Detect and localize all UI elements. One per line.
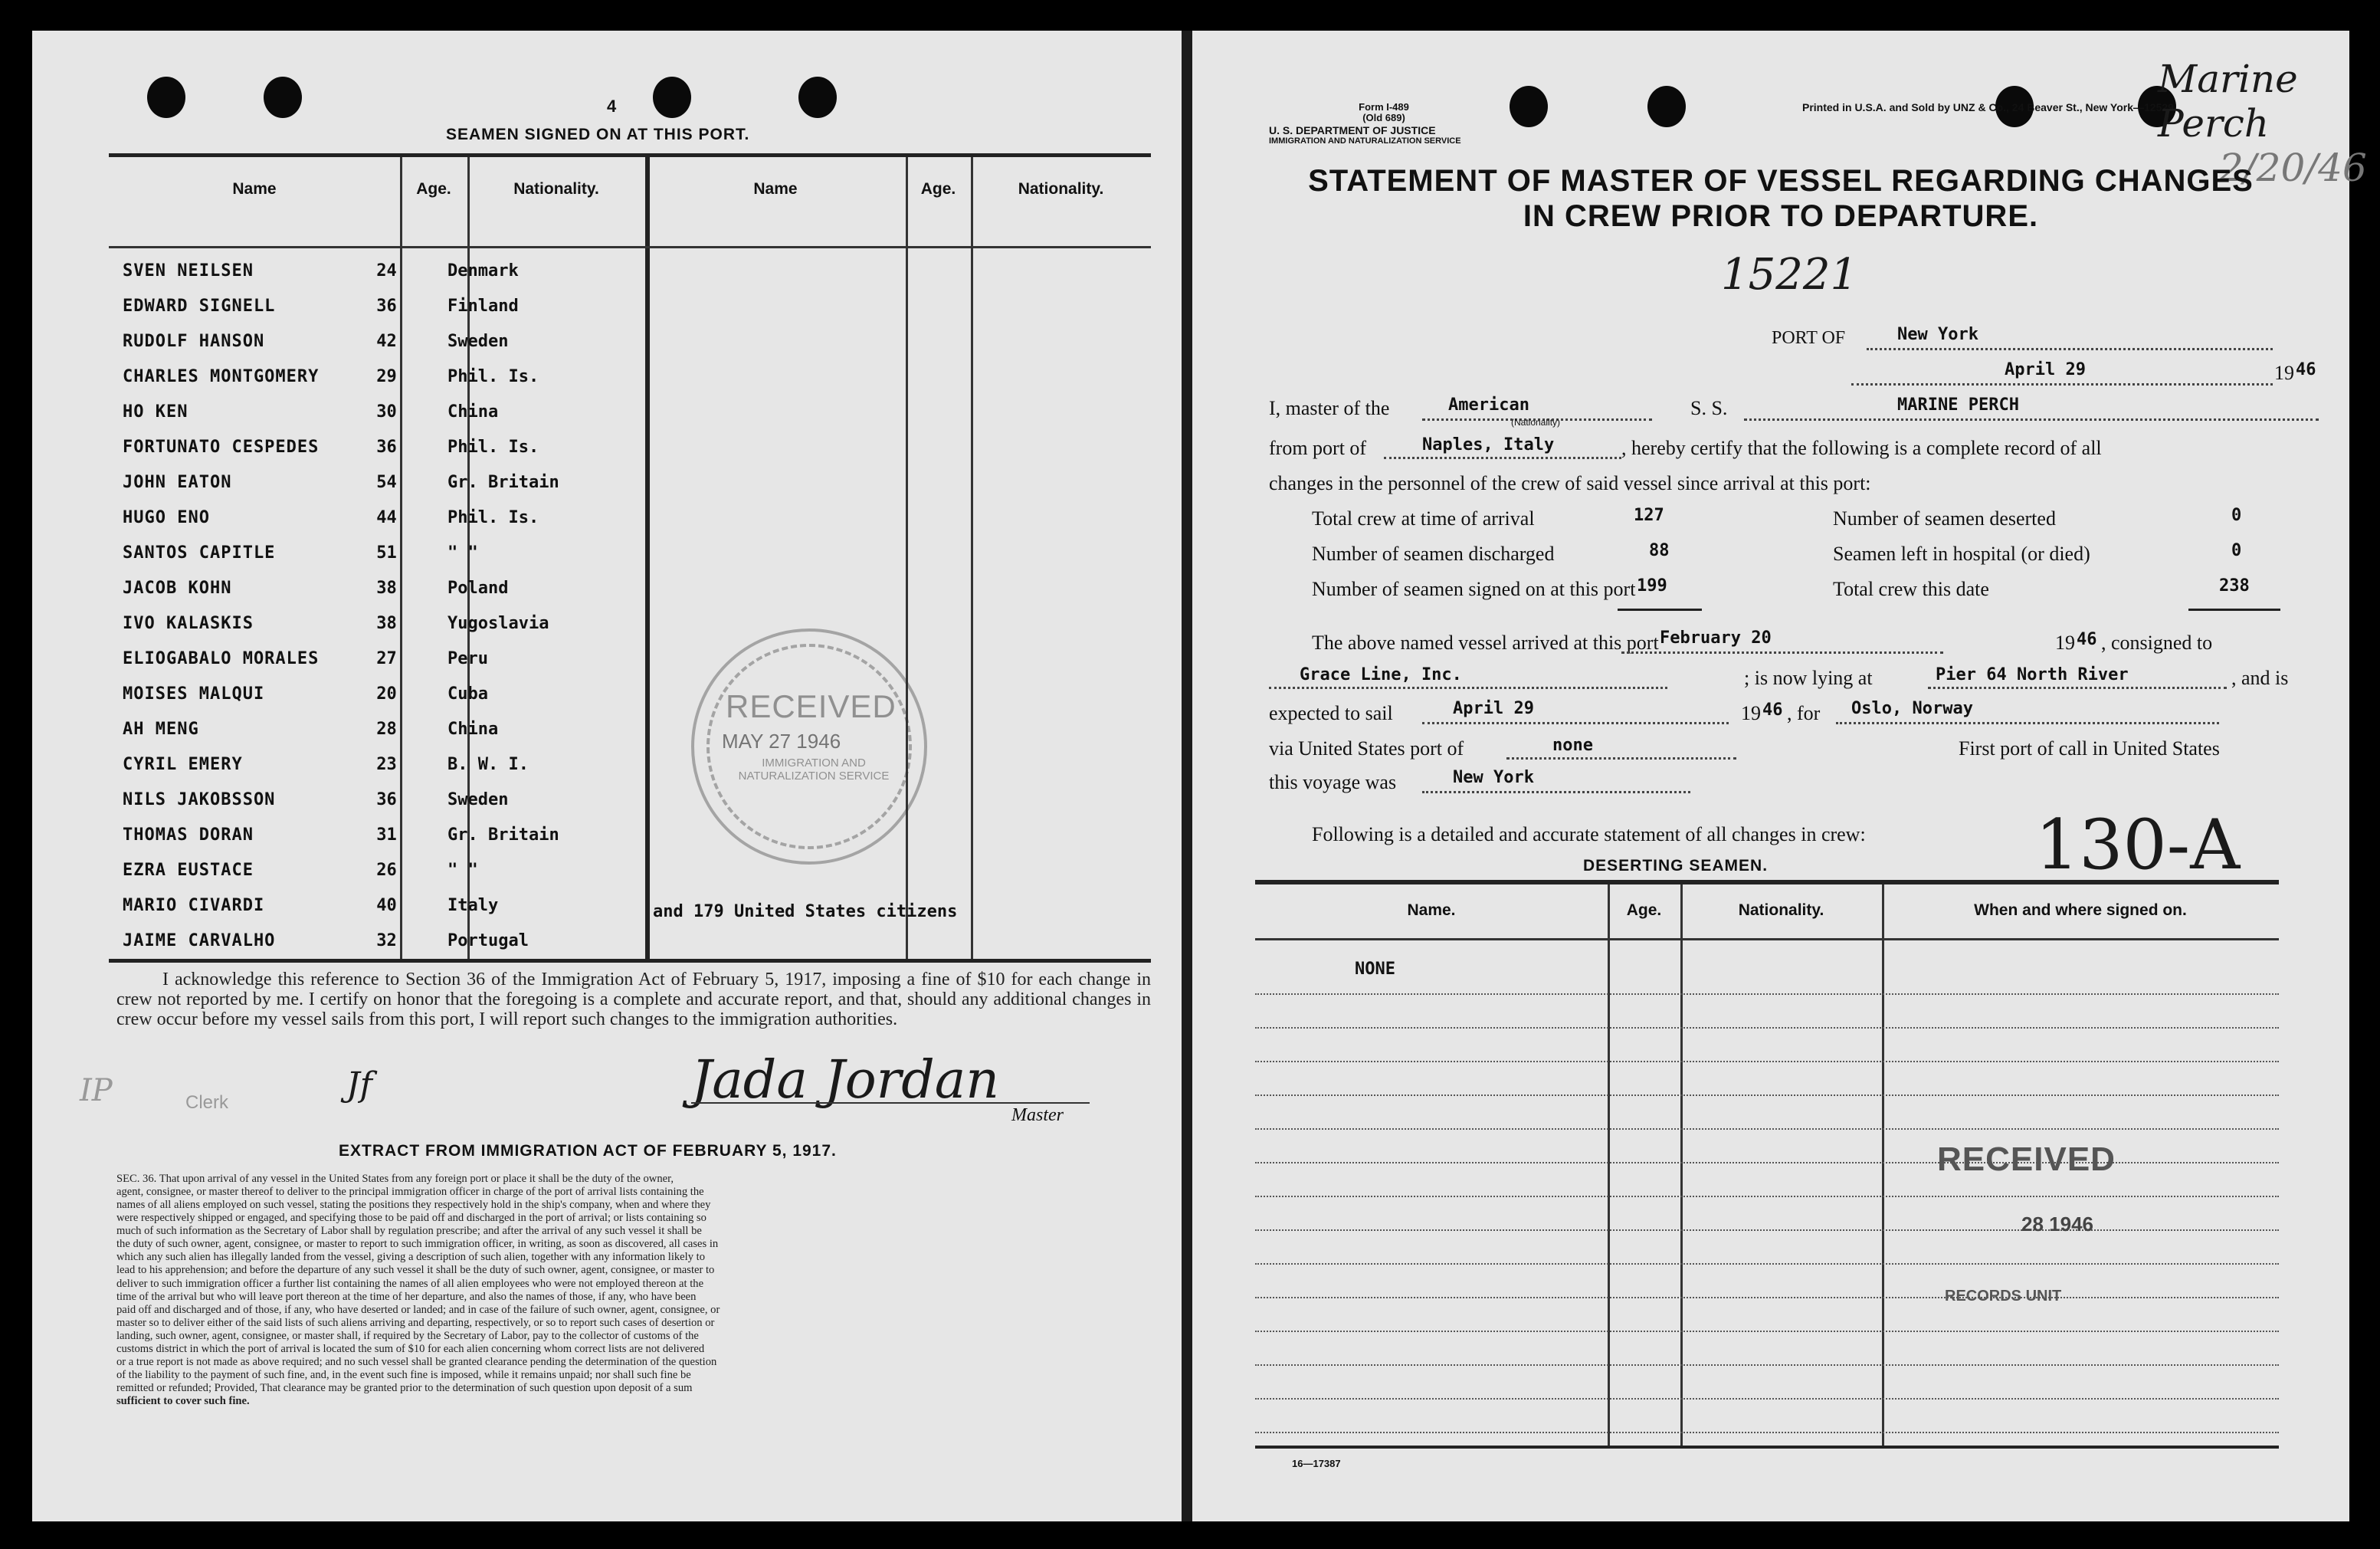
crew-name: ELIOGABALO MORALES [123, 649, 320, 668]
crew-name: EZRA EUSTACE [123, 861, 254, 880]
crew-nationality: Sweden [447, 790, 509, 809]
crew-age: 36 [376, 790, 397, 809]
crew-name: FORTUNATO CESPEDES [123, 438, 320, 457]
extract-line: of the liability to the payment of such fine, and, in the event such fine is imposed, while it remains unpaid; nor shall such fine be [116, 1368, 691, 1381]
crew-age: 31 [376, 825, 397, 845]
table-row [1255, 1331, 2279, 1332]
desert-column-name: Name. [1407, 901, 1456, 919]
crew-row [109, 432, 1151, 467]
punch-hole [1510, 86, 1548, 127]
crew-nationality: Yugoslavia [447, 614, 549, 633]
records-stamp-date: 28 1946 [2021, 1213, 2093, 1236]
table-row [1255, 1196, 2279, 1197]
punch-hole [798, 77, 837, 118]
port-value: New York [1897, 325, 1978, 344]
handwritten-date: 2/20/46 [2219, 146, 2367, 190]
sail-date: April 29 [1453, 699, 1534, 718]
total-arrival-label: Total crew at time of arrival [1312, 507, 1535, 530]
extract-line: lead to his apprehension; and before the departure of any such vessel it shall be the duty of such owner, agent, consignee, or master to [116, 1264, 715, 1277]
stamp-date: MAY 27 1946 [722, 730, 841, 753]
crew-nationality: B. W. I. [447, 755, 529, 774]
crew-name: MOISES MALQUI [123, 684, 265, 704]
crew-nationality: Sweden [447, 332, 509, 351]
arrived-date: February 20 [1660, 628, 1772, 648]
extract-line: names of all aliens employed on such vessel, stating the positions they respectively hold in the ship's company, when and where they [116, 1199, 711, 1212]
date-value: April 29 [2005, 360, 2086, 379]
column-header-name-2: Name [753, 180, 798, 198]
table-row [1255, 1027, 2279, 1029]
crew-name: MARIO CIVARDI [123, 896, 265, 915]
crew-row [109, 608, 1151, 643]
section-title: SEAMEN SIGNED ON AT THIS PORT. [446, 126, 750, 143]
crew-age: 30 [376, 402, 397, 422]
case-number: 130-A [2035, 805, 2241, 885]
master-of-the: I, master of the [1269, 397, 1390, 419]
column-header-name: Name [232, 180, 277, 198]
crew-name: AH MENG [123, 720, 199, 739]
consignee-value: Grace Line, Inc. [1300, 665, 1462, 684]
crew-age: 51 [376, 543, 397, 563]
left-page [32, 31, 1182, 1521]
crew-name: JAIME CARVALHO [123, 931, 276, 950]
file-number: 15221 [1721, 250, 1858, 300]
year-value: 46 [2296, 360, 2316, 379]
records-stamp-received: RECEIVED [1937, 1140, 2116, 1178]
sail-year-prefix: 19 [1741, 702, 1761, 724]
crew-row [109, 819, 1151, 855]
service: IMMIGRATION AND NATURALIZATION SERVICE [1269, 136, 1461, 146]
total-arrival-value: 127 [1634, 506, 1664, 525]
crew-nationality: Phil. Is. [447, 508, 539, 527]
crew-row [109, 290, 1151, 326]
extract-line: much of such information as the Secretary of Labor shall by regulation prescribe; and after the arrival of any such vessel it shall be [116, 1225, 702, 1238]
extract-line: which any such alien has illegally landed from the vessel, giving a description of such alien, together with any information likely to [116, 1251, 706, 1264]
stamp-agency: IMMIGRATION AND NATURALIZATION SERVICE [738, 756, 890, 783]
book-gutter [1182, 31, 1192, 1521]
deserting-seamen-table [1255, 880, 2279, 1449]
table-row [1255, 1398, 2279, 1400]
form-old-number: (Old 689) [1362, 112, 1405, 123]
seamen-signed-on-table [109, 153, 1151, 963]
crew-row [109, 890, 1151, 925]
deserted-label: Number of seamen deserted [1833, 507, 2056, 530]
handwritten-vessel-note: Marine Perch [2158, 57, 2298, 146]
crew-row [109, 749, 1151, 784]
extract-line: remitted or refunded; Provided, That clearance may be granted prior to the determination of such question upon deposit of a sum [116, 1382, 693, 1394]
crew-nationality: " " [447, 543, 478, 563]
extract-line: the duty of such owner, agent, consignee, or master to report to such immigration officer, in writing, as soon as discovered, all cases in [116, 1238, 719, 1251]
crew-age: 36 [376, 297, 397, 316]
following-text: Following is a detailed and accurate statement of all changes in crew: [1312, 823, 1866, 845]
desert-column-signed-on: When and where signed on. [1974, 901, 2187, 919]
crew-row [109, 361, 1151, 396]
port-label: PORT OF [1772, 328, 1846, 348]
crew-name: SVEN NEILSEN [123, 261, 254, 281]
first-port-label: First port of call in United States [1959, 737, 2220, 760]
lying-label: ; is now lying at [1744, 667, 1873, 689]
punch-hole [653, 77, 691, 118]
signed-on-value: 199 [1637, 576, 1667, 596]
crew-nationality: China [447, 720, 499, 739]
master-signature: Jada Jordan [691, 1050, 1000, 1111]
extract-line: SEC. 36. That upon arrival of any vessel in the United States from any foreign port or place it shall be the duty of the owner, [116, 1173, 674, 1185]
consigned-label: , consigned to [2101, 632, 2213, 654]
punch-hole [1647, 86, 1686, 127]
crew-nationality: Poland [447, 579, 509, 598]
expected-label: expected to sail [1269, 702, 1393, 724]
crew-name: SANTOS CAPITLE [123, 543, 276, 563]
crew-row [109, 855, 1151, 890]
stamp-received-text: RECEIVED [726, 688, 897, 724]
extract-text [116, 1173, 1151, 1408]
sail-year: 46 [1762, 701, 1783, 720]
crew-age: 24 [376, 261, 397, 281]
crew-nationality: Peru [447, 649, 488, 668]
signed-on-label: Number of seamen signed on at this port [1312, 578, 1636, 600]
punch-hole [264, 77, 302, 118]
extract-line: deliver to such immigration officer a further list containing the names of all alien employees who were not employed thereon at the [116, 1277, 704, 1290]
crew-age: 32 [376, 931, 397, 950]
crew-age: 27 [376, 649, 397, 668]
crew-name: THOMAS DORAN [123, 825, 254, 845]
crew-age: 36 [376, 438, 397, 457]
crew-age: 38 [376, 614, 397, 633]
form-title-line2: IN CREW PRIOR TO DEPARTURE. [1523, 199, 2039, 233]
form-number: Form I-489 [1359, 101, 1409, 113]
crew-nationality: Portugal [447, 931, 529, 950]
hospital-value: 0 [2231, 541, 2242, 560]
crew-age: 23 [376, 755, 397, 774]
table-row [1255, 1263, 2279, 1265]
crew-name: EDWARD SIGNELL [123, 297, 276, 316]
location-value: Pier 64 North River [1936, 665, 2129, 684]
table-row [1255, 1432, 2279, 1433]
table-row [1255, 1128, 2279, 1130]
form-title-line1: STATEMENT OF MASTER OF VESSEL REGARDING CHANGES [1308, 164, 2254, 198]
crew-nationality: Gr. Britain [447, 825, 559, 845]
crew-name: CYRIL EMERY [123, 755, 243, 774]
punch-hole [147, 77, 185, 118]
table-row [1255, 1162, 2279, 1163]
crew-nationality: Gr. Britain [447, 473, 559, 492]
total-date-value: 238 [2219, 576, 2250, 596]
crew-row [109, 326, 1151, 361]
extract-line: time of the arrival but who will leave port thereon at the time of her departure, and also the names of those, if any, who have been [116, 1290, 697, 1303]
column-header-nationality: Nationality. [513, 180, 599, 198]
table-row [1255, 993, 2279, 995]
and-is-label: , and is [2231, 667, 2289, 689]
deserting-title: DESERTING SEAMEN. [1583, 857, 1769, 875]
column-header-age-2: Age. [920, 180, 956, 198]
vessel-name: MARINE PERCH [1897, 395, 2019, 415]
crew-row [109, 573, 1151, 608]
page-number: 4 [607, 97, 617, 116]
voyage-label: this voyage was [1269, 771, 1397, 793]
changes-text: changes in the personnel of the crew of said vessel since arrival at this port: [1269, 472, 1871, 494]
master-label: Master [1011, 1105, 1064, 1125]
crew-name: RUDOLF HANSON [123, 332, 265, 351]
crew-age: 28 [376, 720, 397, 739]
extract-line: customs district in which the port of arrival is located the sum of $10 for each alien concerning whom correct lists are not delivered [116, 1342, 705, 1355]
crew-nationality: Phil. Is. [447, 438, 539, 457]
year-prefix: 19 [2274, 362, 2294, 384]
crew-row [109, 467, 1151, 502]
table-row [1255, 1061, 2279, 1062]
extract-line: were respectively shipped or engaged, and specifying those to be paid off and discharged in the port of arrival; or lists containing so [116, 1212, 706, 1225]
voyage-port-value: New York [1453, 768, 1534, 787]
crew-nationality: Denmark [447, 261, 519, 281]
from-port-value: Naples, Italy [1422, 435, 1555, 455]
via-label: via United States port of [1269, 737, 1464, 760]
extract-line: landing, such owner, agent, consignee, or master shall, if required by the Secretary of Labor, pay to the collector of customs of the [116, 1329, 699, 1342]
acknowledgment-text: I acknowledge this reference to Section 36 of the Immigration Act of February 5, 1917, imposing a fine of $10 for each change in crew not reported by me. I certify on honor that the foregoing is a complete and accurate report, and that, should any additional changes in crew occur before my vessel sails from this port, I will report such changes to the immigration authorities. [116, 970, 1151, 1029]
crew-name: HUGO ENO [123, 508, 210, 527]
deserted-value: 0 [2231, 506, 2242, 525]
crew-age: 38 [376, 579, 397, 598]
crew-name: NILS JAKOBSSON [123, 790, 276, 809]
destination-value: Oslo, Norway [1851, 699, 1973, 718]
crew-row [109, 714, 1151, 749]
crew-row [109, 784, 1151, 819]
crew-nationality: Finland [447, 297, 519, 316]
discharged-value: 88 [1649, 541, 1670, 560]
extract-line: agent, consignee, or master thereof to deliver to the principal immigration officer in charge of the port of arrival lists containing the [116, 1186, 704, 1199]
desert-column-nationality: Nationality. [1738, 901, 1824, 919]
nationality-value: American [1448, 395, 1529, 415]
arrived-year-prefix: 19 [2055, 632, 2075, 654]
extract-line: paid off and discharged and of those, if any, who have deserted or landed; and in case of the failure of such owner, agent, consignee, or [116, 1303, 720, 1316]
desert-entry-none: NONE [1355, 960, 1395, 979]
crew-row [109, 643, 1151, 678]
crew-age: 42 [376, 332, 397, 351]
continuation-note: and 179 United States citizens [653, 902, 958, 921]
crew-name: HO KEN [123, 402, 188, 422]
extract-line: or a true report is not made as above required; and no such vessel shall be granted clearance pending the determination of the question [116, 1355, 717, 1368]
table-row [1255, 1364, 2279, 1366]
table-row [1255, 1229, 2279, 1231]
clerk-label: Clerk [185, 1092, 229, 1113]
arrived-label: The above named vessel arrived at this port [1312, 632, 1659, 654]
printer-line: Printed in U.S.A. and Sold by UNZ & Co., 24 Beaver St., New York—12529 [1802, 101, 2174, 113]
crew-row [109, 396, 1151, 432]
records-stamp-unit: RECORDS UNIT [1945, 1288, 2062, 1305]
crew-row [109, 255, 1151, 290]
arrived-year: 46 [2077, 630, 2097, 649]
crew-age: 20 [376, 684, 397, 704]
crew-row [109, 678, 1151, 714]
nationality-label: (Nationality) [1511, 417, 1561, 428]
clerk-mark: IP [80, 1073, 113, 1108]
hospital-label: Seamen left in hospital (or died) [1833, 543, 2090, 565]
crew-age: 26 [376, 861, 397, 880]
extract-line: sufficient to cover such fine. [116, 1395, 250, 1408]
for-label: , for [1787, 702, 1821, 724]
crew-row [109, 537, 1151, 573]
from-port-label: from port of [1269, 437, 1367, 459]
department: U. S. DEPARTMENT OF JUSTICE [1269, 124, 1436, 136]
crew-age: 44 [376, 508, 397, 527]
crew-row [109, 925, 1151, 960]
via-port-value: none [1552, 736, 1593, 755]
clerk-initials: Jf [346, 1065, 372, 1104]
crew-name: CHARLES MONTGOMERY [123, 367, 320, 386]
crew-nationality: Phil. Is. [447, 367, 539, 386]
crew-name: IVO KALASKIS [123, 614, 254, 633]
total-date-label: Total crew this date [1833, 578, 1989, 600]
crew-name: JACOB KOHN [123, 579, 232, 598]
extract-title: EXTRACT FROM IMMIGRATION ACT OF FEBRUARY 5, 1917. [339, 1142, 837, 1160]
crew-nationality: Cuba [447, 684, 488, 704]
crew-nationality: Italy [447, 896, 499, 915]
table-row [1255, 1094, 2279, 1096]
table-row [1255, 1297, 2279, 1298]
column-header-nationality-2: Nationality. [1018, 180, 1104, 198]
crew-age: 54 [376, 473, 397, 492]
column-header-age: Age. [416, 180, 451, 198]
crew-nationality: China [447, 402, 499, 422]
ss-label: S. S. [1690, 397, 1728, 419]
desert-column-age: Age. [1626, 901, 1662, 919]
crew-nationality: " " [447, 861, 478, 880]
crew-age: 40 [376, 896, 397, 915]
crew-name: JOHN EATON [123, 473, 232, 492]
crew-row [109, 502, 1151, 537]
discharged-label: Number of seamen discharged [1312, 543, 1555, 565]
certify-text: , hereby certify that the following is a complete record of all [1621, 437, 2102, 459]
crew-age: 29 [376, 367, 397, 386]
extract-line: master so to deliver either of the said lists of such aliens arriving and departing, respectively, or so to report such cases of desertion or [116, 1316, 715, 1329]
print-code: 16—17387 [1292, 1458, 1341, 1469]
